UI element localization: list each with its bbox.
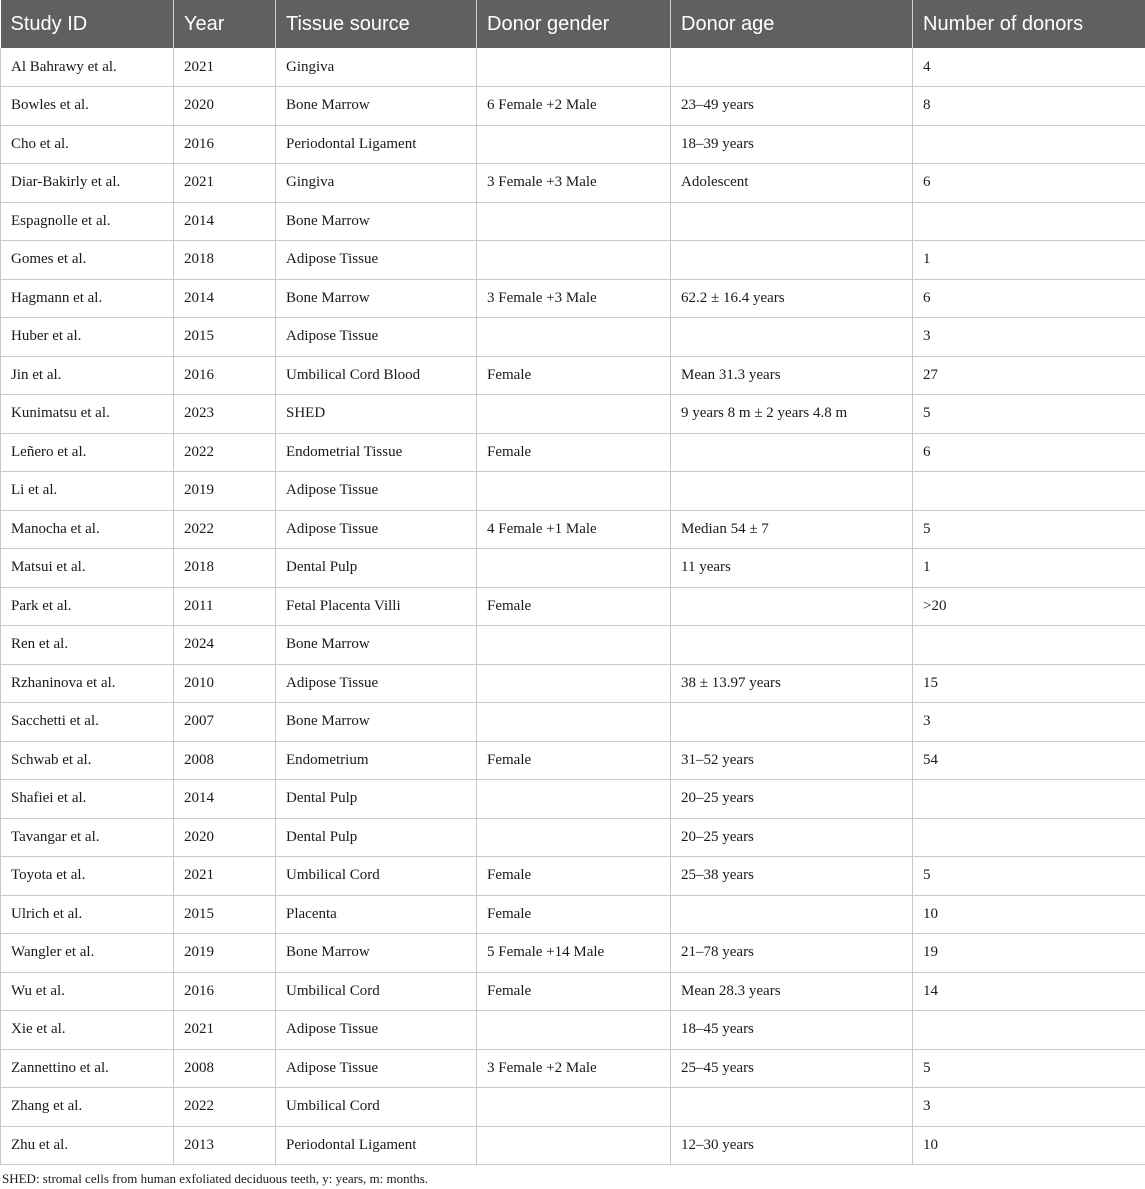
cell-number-of-donors: 3 [913, 1088, 1145, 1127]
cell-study-id: Hagmann et al. [1, 279, 174, 318]
cell-study-id: Ren et al. [1, 626, 174, 665]
cell-year: 2021 [174, 1011, 276, 1050]
cell-donor-gender [477, 318, 671, 357]
cell-donor-age: 9 years 8 m ± 2 years 4.8 m [671, 395, 913, 434]
cell-number-of-donors: 14 [913, 972, 1145, 1011]
cell-number-of-donors: 1 [913, 241, 1145, 280]
cell-donor-gender [477, 703, 671, 742]
cell-donor-gender [477, 472, 671, 511]
cell-year: 2021 [174, 164, 276, 203]
cell-donor-gender [477, 664, 671, 703]
cell-donor-gender [477, 1126, 671, 1165]
cell-year: 2024 [174, 626, 276, 665]
cell-donor-age: 20–25 years [671, 780, 913, 819]
cell-study-id: Zhang et al. [1, 1088, 174, 1127]
cell-year: 2007 [174, 703, 276, 742]
cell-tissue-source: Dental Pulp [276, 780, 477, 819]
cell-tissue-source: Umbilical Cord [276, 972, 477, 1011]
cell-year: 2019 [174, 934, 276, 973]
cell-donor-gender: 6 Female +2 Male [477, 87, 671, 126]
cell-year: 2020 [174, 87, 276, 126]
column-header-donor-gender: Donor gender [477, 0, 671, 48]
table-row [1, 356, 1145, 395]
table-row [1, 433, 1145, 472]
column-header-donor-age: Donor age [671, 0, 913, 48]
cell-study-id: Gomes et al. [1, 241, 174, 280]
table-body [1, 48, 1145, 1165]
table-row [1, 780, 1145, 819]
cell-number-of-donors: 3 [913, 318, 1145, 357]
cell-year: 2008 [174, 1049, 276, 1088]
cell-number-of-donors: 6 [913, 164, 1145, 203]
table-row [1, 703, 1145, 742]
cell-number-of-donors: 10 [913, 1126, 1145, 1165]
table-row [1, 87, 1145, 126]
cell-number-of-donors: 19 [913, 934, 1145, 973]
cell-year: 2010 [174, 664, 276, 703]
cell-tissue-source: Bone Marrow [276, 934, 477, 973]
cell-study-id: Li et al. [1, 472, 174, 511]
table-row [1, 1088, 1145, 1127]
cell-number-of-donors [913, 472, 1145, 511]
cell-tissue-source: Adipose Tissue [276, 1049, 477, 1088]
cell-year: 2016 [174, 972, 276, 1011]
cell-year: 2018 [174, 549, 276, 588]
cell-donor-age: 25–45 years [671, 1049, 913, 1088]
cell-donor-age [671, 48, 913, 87]
cell-donor-gender: Female [477, 895, 671, 934]
cell-study-id: Zhu et al. [1, 1126, 174, 1165]
cell-year: 2014 [174, 202, 276, 241]
cell-donor-age: 38 ± 13.97 years [671, 664, 913, 703]
table-row [1, 1011, 1145, 1050]
cell-number-of-donors: >20 [913, 587, 1145, 626]
cell-tissue-source: Dental Pulp [276, 818, 477, 857]
cell-year: 2022 [174, 1088, 276, 1127]
cell-donor-gender [477, 241, 671, 280]
cell-donor-gender [477, 48, 671, 87]
cell-donor-gender: 3 Female +3 Male [477, 164, 671, 203]
cell-study-id: Kunimatsu et al. [1, 395, 174, 434]
cell-donor-gender: Female [477, 972, 671, 1011]
cell-tissue-source: Adipose Tissue [276, 241, 477, 280]
cell-number-of-donors [913, 780, 1145, 819]
cell-study-id: Diar-Bakirly et al. [1, 164, 174, 203]
cell-study-id: Schwab et al. [1, 741, 174, 780]
cell-number-of-donors: 10 [913, 895, 1145, 934]
cell-study-id: Huber et al. [1, 318, 174, 357]
cell-tissue-source: SHED [276, 395, 477, 434]
cell-study-id: Espagnolle et al. [1, 202, 174, 241]
cell-donor-gender: 5 Female +14 Male [477, 934, 671, 973]
cell-year: 2015 [174, 895, 276, 934]
cell-number-of-donors: 3 [913, 703, 1145, 742]
cell-study-id: Wu et al. [1, 972, 174, 1011]
header-row [1, 0, 1145, 48]
cell-study-id: Park et al. [1, 587, 174, 626]
cell-donor-age: Mean 31.3 years [671, 356, 913, 395]
cell-tissue-source: Gingiva [276, 48, 477, 87]
cell-year: 2021 [174, 48, 276, 87]
cell-donor-age [671, 587, 913, 626]
cell-number-of-donors [913, 1011, 1145, 1050]
cell-donor-gender [477, 125, 671, 164]
table-row [1, 934, 1145, 973]
cell-donor-gender [477, 780, 671, 819]
cell-year: 2022 [174, 510, 276, 549]
cell-year: 2016 [174, 356, 276, 395]
cell-tissue-source: Endometrial Tissue [276, 433, 477, 472]
cell-donor-age: 18–45 years [671, 1011, 913, 1050]
cell-donor-gender [477, 626, 671, 665]
cell-donor-gender: Female [477, 356, 671, 395]
table-row [1, 857, 1145, 896]
cell-donor-age: Mean 28.3 years [671, 972, 913, 1011]
cell-study-id: Bowles et al. [1, 87, 174, 126]
cell-number-of-donors [913, 125, 1145, 164]
cell-number-of-donors: 5 [913, 1049, 1145, 1088]
table-row [1, 626, 1145, 665]
table-row [1, 318, 1145, 357]
cell-donor-age: 12–30 years [671, 1126, 913, 1165]
cell-donor-gender: Female [477, 587, 671, 626]
cell-year: 2015 [174, 318, 276, 357]
table-row [1, 549, 1145, 588]
cell-number-of-donors: 4 [913, 48, 1145, 87]
cell-donor-age [671, 703, 913, 742]
cell-donor-gender: Female [477, 433, 671, 472]
cell-study-id: Manocha et al. [1, 510, 174, 549]
cell-tissue-source: Gingiva [276, 164, 477, 203]
cell-number-of-donors: 8 [913, 87, 1145, 126]
table-row [1, 279, 1145, 318]
cell-donor-age: 62.2 ± 16.4 years [671, 279, 913, 318]
cell-year: 2011 [174, 587, 276, 626]
cell-study-id: Leñero et al. [1, 433, 174, 472]
cell-study-id: Matsui et al. [1, 549, 174, 588]
cell-tissue-source: Adipose Tissue [276, 472, 477, 511]
table-row [1, 972, 1145, 1011]
cell-donor-age: 31–52 years [671, 741, 913, 780]
cell-number-of-donors: 5 [913, 857, 1145, 896]
cell-year: 2021 [174, 857, 276, 896]
cell-donor-age: Adolescent [671, 164, 913, 203]
cell-donor-age [671, 626, 913, 665]
table-row [1, 587, 1145, 626]
cell-study-id: Al Bahrawy et al. [1, 48, 174, 87]
cell-study-id: Sacchetti et al. [1, 703, 174, 742]
cell-study-id: Toyota et al. [1, 857, 174, 896]
cell-donor-age: 18–39 years [671, 125, 913, 164]
cell-donor-age: 21–78 years [671, 934, 913, 973]
cell-tissue-source: Adipose Tissue [276, 1011, 477, 1050]
cell-number-of-donors: 6 [913, 279, 1145, 318]
cell-study-id: Xie et al. [1, 1011, 174, 1050]
table-row [1, 664, 1145, 703]
cell-study-id: Tavangar et al. [1, 818, 174, 857]
table-row [1, 125, 1145, 164]
cell-number-of-donors: 5 [913, 510, 1145, 549]
cell-year: 2014 [174, 780, 276, 819]
table-row [1, 202, 1145, 241]
cell-year: 2022 [174, 433, 276, 472]
table-row [1, 241, 1145, 280]
cell-donor-age [671, 472, 913, 511]
cell-donor-age [671, 241, 913, 280]
cell-donor-gender [477, 818, 671, 857]
cell-donor-gender [477, 395, 671, 434]
cell-tissue-source: Endometrium [276, 741, 477, 780]
cell-donor-gender [477, 1011, 671, 1050]
table-row [1, 818, 1145, 857]
cell-year: 2019 [174, 472, 276, 511]
cell-number-of-donors: 15 [913, 664, 1145, 703]
cell-study-id: Shafiei et al. [1, 780, 174, 819]
table-row [1, 48, 1145, 87]
column-header-year: Year [174, 0, 276, 48]
table-row [1, 510, 1145, 549]
table-row [1, 1126, 1145, 1165]
table-row [1, 164, 1145, 203]
cell-donor-gender: Female [477, 857, 671, 896]
cell-number-of-donors [913, 626, 1145, 665]
table-row [1, 895, 1145, 934]
cell-year: 2023 [174, 395, 276, 434]
cell-year: 2014 [174, 279, 276, 318]
cell-tissue-source: Dental Pulp [276, 549, 477, 588]
cell-donor-age [671, 202, 913, 241]
cell-tissue-source: Fetal Placenta Villi [276, 587, 477, 626]
cell-donor-age: 23–49 years [671, 87, 913, 126]
cell-study-id: Cho et al. [1, 125, 174, 164]
cell-donor-age: 11 years [671, 549, 913, 588]
cell-donor-age [671, 1088, 913, 1127]
cell-tissue-source: Umbilical Cord [276, 857, 477, 896]
column-header-number-of-donors: Number of donors [913, 0, 1145, 48]
cell-year: 2008 [174, 741, 276, 780]
table-row [1, 395, 1145, 434]
cell-donor-gender [477, 202, 671, 241]
table-row [1, 472, 1145, 511]
cell-donor-age [671, 433, 913, 472]
cell-tissue-source: Periodontal Ligament [276, 1126, 477, 1165]
column-header-study-id: Study ID [1, 0, 174, 48]
cell-number-of-donors: 1 [913, 549, 1145, 588]
column-header-tissue-source: Tissue source [276, 0, 477, 48]
table-header [1, 0, 1145, 48]
cell-donor-gender: 4 Female +1 Male [477, 510, 671, 549]
cell-tissue-source: Bone Marrow [276, 87, 477, 126]
cell-number-of-donors [913, 202, 1145, 241]
cell-donor-age: 20–25 years [671, 818, 913, 857]
cell-tissue-source: Bone Marrow [276, 202, 477, 241]
cell-tissue-source: Bone Marrow [276, 626, 477, 665]
cell-tissue-source: Bone Marrow [276, 703, 477, 742]
cell-year: 2020 [174, 818, 276, 857]
cell-donor-gender [477, 549, 671, 588]
cell-donor-gender: 3 Female +2 Male [477, 1049, 671, 1088]
cell-number-of-donors: 6 [913, 433, 1145, 472]
cell-study-id: Jin et al. [1, 356, 174, 395]
table-row [1, 1049, 1145, 1088]
cell-year: 2018 [174, 241, 276, 280]
cell-number-of-donors: 27 [913, 356, 1145, 395]
cell-number-of-donors [913, 818, 1145, 857]
cell-study-id: Wangler et al. [1, 934, 174, 973]
table-footnote: SHED: stromal cells from human exfoliated deciduous teeth, y: years, m: months. [2, 1171, 429, 1186]
cell-study-id: Zannettino et al. [1, 1049, 174, 1088]
cell-number-of-donors: 54 [913, 741, 1145, 780]
cell-tissue-source: Bone Marrow [276, 279, 477, 318]
table-row [1, 741, 1145, 780]
cell-donor-gender: Female [477, 741, 671, 780]
cell-study-id: Rzhaninova et al. [1, 664, 174, 703]
cell-tissue-source: Umbilical Cord [276, 1088, 477, 1127]
cell-number-of-donors: 5 [913, 395, 1145, 434]
cell-tissue-source: Adipose Tissue [276, 510, 477, 549]
cell-study-id: Ulrich et al. [1, 895, 174, 934]
cell-tissue-source: Placenta [276, 895, 477, 934]
cell-donor-age [671, 895, 913, 934]
cell-donor-age: Median 54 ± 7 [671, 510, 913, 549]
cell-donor-age [671, 318, 913, 357]
cell-donor-age: 25–38 years [671, 857, 913, 896]
cell-donor-gender [477, 1088, 671, 1127]
cell-donor-gender: 3 Female +3 Male [477, 279, 671, 318]
cell-tissue-source: Umbilical Cord Blood [276, 356, 477, 395]
cell-tissue-source: Adipose Tissue [276, 318, 477, 357]
cell-year: 2016 [174, 125, 276, 164]
cell-tissue-source: Periodontal Ligament [276, 125, 477, 164]
cell-tissue-source: Adipose Tissue [276, 664, 477, 703]
cell-year: 2013 [174, 1126, 276, 1165]
